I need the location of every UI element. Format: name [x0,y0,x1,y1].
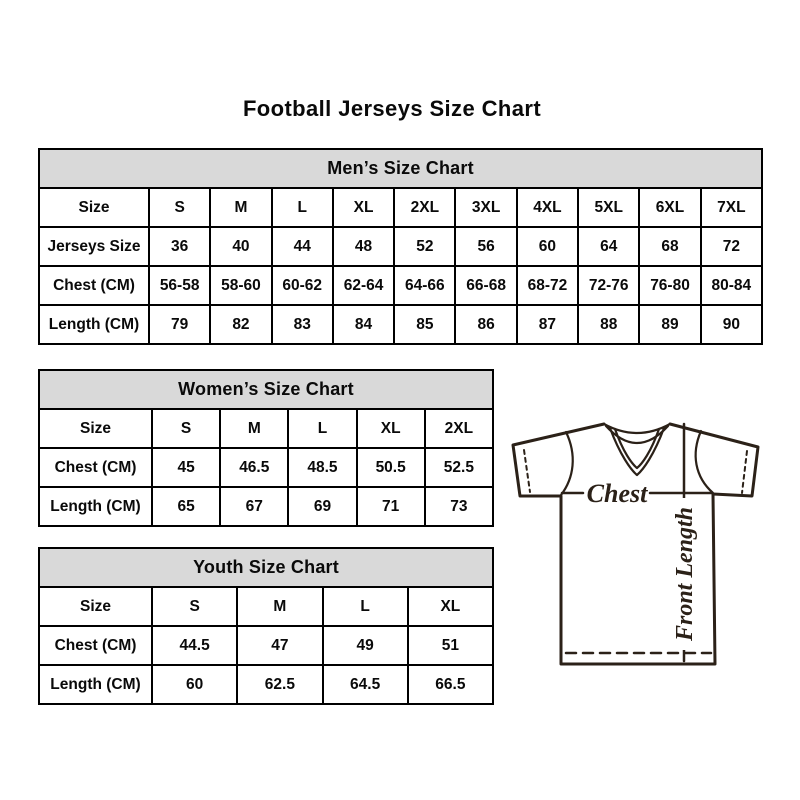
womens-row-label: Size [39,409,152,448]
chest-label: Chest [586,479,648,508]
mens-cell: 89 [639,305,700,344]
mens-cell: 3XL [455,188,516,227]
womens-cell: 65 [152,487,220,526]
womens-size-table [38,369,494,527]
womens-table-title: Women’s Size Chart [39,370,493,409]
mens-cell: 60 [517,227,578,266]
front-length-label: Front Length [672,506,698,642]
mens-cell: 72-76 [578,266,639,305]
youth-cell: 44.5 [152,626,237,665]
jersey-measurement-diagram [498,408,788,674]
left-cuff-stitch [524,450,530,492]
youth-cell: 66.5 [408,665,493,704]
mens-cell: 84 [333,305,394,344]
mens-row-label: Size [39,188,149,227]
youth-cell: L [323,587,408,626]
mens-cell: 7XL [701,188,762,227]
womens-cell: L [288,409,356,448]
mens-cell: 40 [210,227,271,266]
mens-cell: 4XL [517,188,578,227]
youth-table-row [39,665,493,704]
mens-size-table [38,148,763,345]
mens-table-row [39,188,762,227]
womens-row-label: Length (CM) [39,487,152,526]
womens-table-row [39,448,493,487]
mens-cell: 83 [272,305,333,344]
mens-row-label: Length (CM) [39,305,149,344]
mens-cell: 5XL [578,188,639,227]
youth-cell: 51 [408,626,493,665]
youth-cell: 60 [152,665,237,704]
mens-cell: 68 [639,227,700,266]
mens-cell: 64-66 [394,266,455,305]
youth-table-row [39,587,493,626]
youth-cell: S [152,587,237,626]
youth-cell: 62.5 [237,665,322,704]
mens-cell: 56 [455,227,516,266]
mens-cell: 58-60 [210,266,271,305]
mens-cell: 6XL [639,188,700,227]
mens-cell: 68-72 [517,266,578,305]
mens-table-row [39,266,762,305]
mens-row-label: Jerseys Size [39,227,149,266]
womens-cell: 71 [357,487,425,526]
mens-cell: XL [333,188,394,227]
mens-cell: 79 [149,305,210,344]
womens-cell: 46.5 [220,448,288,487]
mens-table-row [39,227,762,266]
womens-cell: 52.5 [425,448,493,487]
youth-table-row [39,626,493,665]
right-cuff-stitch [742,451,747,493]
youth-row-label: Size [39,587,152,626]
mens-cell: 88 [578,305,639,344]
right-sleeve-seam [696,431,713,493]
womens-cell: 2XL [425,409,493,448]
womens-table-row [39,487,493,526]
womens-cell: 50.5 [357,448,425,487]
mens-cell: 76-80 [639,266,700,305]
front-length-label-group [668,498,698,650]
mens-cell: 62-64 [333,266,394,305]
youth-cell: 47 [237,626,322,665]
womens-table-row [39,409,493,448]
mens-cell: S [149,188,210,227]
mens-cell: 36 [149,227,210,266]
mens-cell: 85 [394,305,455,344]
mens-cell: 80-84 [701,266,762,305]
collar-v-inner [615,429,659,468]
womens-cell: 69 [288,487,356,526]
collar-outer-arc [604,424,670,433]
youth-table-title: Youth Size Chart [39,548,493,587]
mens-cell: M [210,188,271,227]
mens-cell: 86 [455,305,516,344]
mens-cell: 82 [210,305,271,344]
womens-cell: 73 [425,487,493,526]
left-sleeve-seam [561,432,573,495]
womens-row-label: Chest (CM) [39,448,152,487]
womens-cell: 45 [152,448,220,487]
mens-cell: 66-68 [455,266,516,305]
mens-cell: 87 [517,305,578,344]
womens-cell: 48.5 [288,448,356,487]
youth-cell: 49 [323,626,408,665]
mens-cell: 2XL [394,188,455,227]
mens-cell: 72 [701,227,762,266]
mens-cell: 56-58 [149,266,210,305]
page-title: Football Jerseys Size Chart [242,96,542,121]
youth-cell: XL [408,587,493,626]
mens-table-title: Men’s Size Chart [39,149,762,188]
jersey-outline [513,424,758,664]
mens-cell: 44 [272,227,333,266]
mens-cell: 52 [394,227,455,266]
womens-cell: S [152,409,220,448]
womens-cell: M [220,409,288,448]
mens-cell: 90 [701,305,762,344]
mens-table-row [39,305,762,344]
mens-cell: L [272,188,333,227]
youth-cell: 64.5 [323,665,408,704]
mens-row-label: Chest (CM) [39,266,149,305]
youth-cell: M [237,587,322,626]
mens-cell: 64 [578,227,639,266]
youth-row-label: Length (CM) [39,665,152,704]
mens-cell: 48 [333,227,394,266]
youth-row-label: Chest (CM) [39,626,152,665]
womens-cell: XL [357,409,425,448]
youth-size-table [38,547,494,705]
mens-cell: 60-62 [272,266,333,305]
womens-cell: 67 [220,487,288,526]
